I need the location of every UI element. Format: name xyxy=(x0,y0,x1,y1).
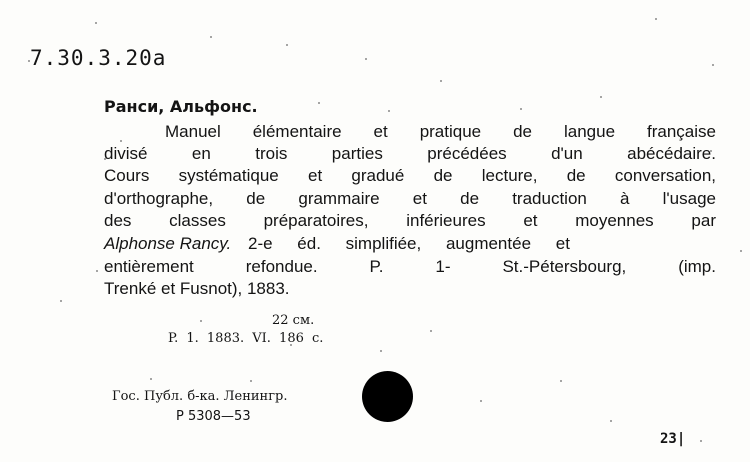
title-line-5: des classes préparatoires, inférieures et moyennes par xyxy=(104,211,716,230)
title-line-2: divisé en trois parties précédées d'un abécédaire. xyxy=(104,144,716,163)
author-italic: Alphonse Rancy. xyxy=(104,234,232,253)
title-line-3: Cours systématique et gradué de lecture, de conversation, xyxy=(104,166,716,185)
imprint-line: entièrement refondue. P. 1- St.-Pétersbourg, (imp. xyxy=(104,257,716,276)
author-heading: Ранси, Альфонс. xyxy=(104,97,258,116)
imprint-end: Trenké et Fusnot), 1883. xyxy=(104,279,290,298)
corner-mark: 23| xyxy=(660,431,686,447)
punch-hole xyxy=(362,371,413,422)
shelfmark: 7.30.3.20a xyxy=(30,46,167,70)
title-line-4: d'orthographe, de grammaire et de traduction à l'usage xyxy=(104,189,716,208)
card-size: 22 см. xyxy=(272,313,315,328)
edition-line xyxy=(104,233,716,255)
catalog-number: P. 1. 1883. VI. 186 c. xyxy=(168,331,324,346)
title-line-1: Manuel élémentaire et pratique de langue française xyxy=(165,122,716,141)
library-code: P 5308—53 xyxy=(176,409,251,424)
library-stamp: Гос. Публ. б-ка. Ленингр. xyxy=(112,389,288,404)
edition-statement: 2-e éd. simplifiée, augmentée et xyxy=(248,234,570,253)
